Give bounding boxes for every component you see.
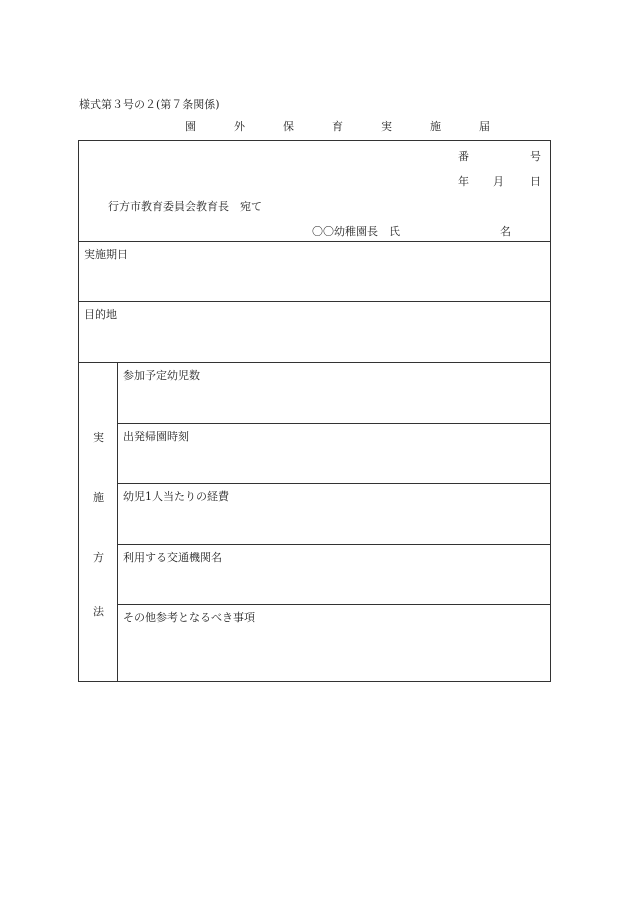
- date-month-label: 月: [493, 175, 504, 188]
- implementation-date-label: 実施期日: [84, 248, 128, 261]
- participants-label: 参加予定幼児数: [123, 369, 200, 382]
- method-label-char: 法: [93, 605, 104, 618]
- method-group-divider: [117, 362, 118, 682]
- divider: [117, 604, 551, 605]
- form-title: [185, 118, 490, 134]
- method-label-char: 方: [93, 551, 104, 564]
- method-label-char: 施: [93, 491, 104, 504]
- title-char: 育: [332, 120, 343, 133]
- cost-per-child-label: 幼児1人当たりの経費: [123, 490, 229, 503]
- divider: [117, 483, 551, 484]
- method-label-char: 実: [93, 431, 104, 444]
- form-frame: [78, 140, 551, 682]
- title-char: 届: [479, 120, 490, 133]
- destination-label: 目的地: [84, 308, 117, 321]
- number-label: 番: [458, 150, 469, 163]
- other-notes-label: その他参考となるべき事項: [123, 611, 255, 624]
- departure-return-time-label: 出発帰園時刻: [123, 430, 189, 443]
- transport-label: 利用する交通機関名: [123, 551, 222, 564]
- title-char: 保: [283, 120, 294, 133]
- form-reference: 様式第３号の２(第７条関係): [79, 98, 220, 111]
- title-char: 園: [185, 120, 196, 133]
- divider: [78, 301, 551, 302]
- title-char: 施: [430, 120, 441, 133]
- divider: [78, 241, 551, 242]
- addressee: 行方市教育委員会教育長 宛て: [108, 200, 262, 213]
- divider: [117, 423, 551, 424]
- date-year-label: 年: [458, 175, 469, 188]
- date-day-label: 日: [530, 175, 541, 188]
- title-char: 実: [381, 120, 392, 133]
- divider: [117, 544, 551, 545]
- sender-line: 〇〇幼稚園長 氏: [312, 225, 400, 238]
- divider: [78, 362, 551, 363]
- title-char: 外: [234, 120, 245, 133]
- number-suffix: 号: [530, 150, 541, 163]
- sender-name-suffix: 名: [500, 225, 511, 238]
